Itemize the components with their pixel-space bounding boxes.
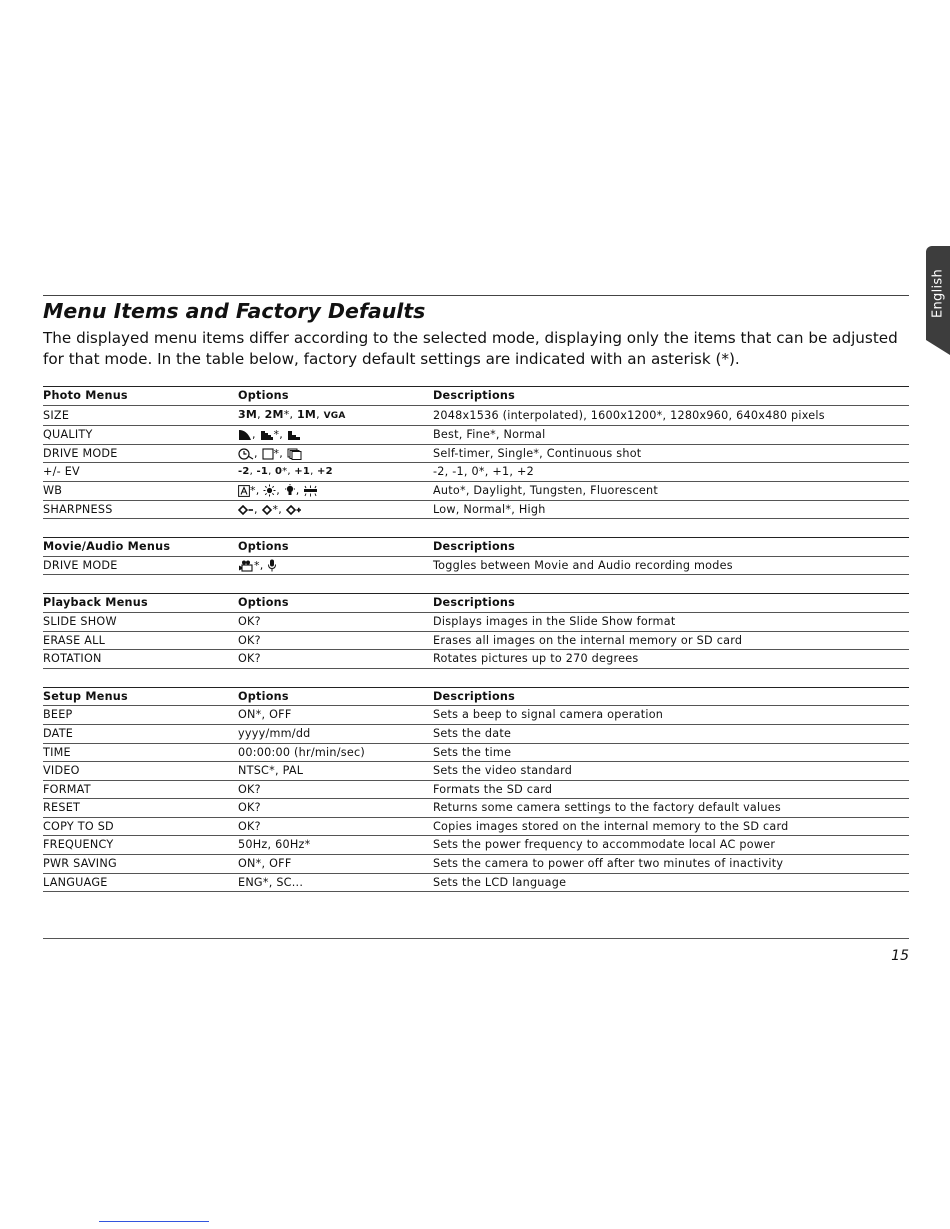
quality-best-icon: [238, 429, 252, 441]
menu-description: Sets the video standard: [433, 762, 909, 781]
sharpness-low-icon: [238, 505, 254, 515]
table-row: [43, 873, 909, 892]
footer-rule: [43, 938, 909, 939]
wb-tungsten-icon: [284, 484, 296, 497]
single-shot-icon: [262, 448, 274, 460]
sharpness-normal-icon: [262, 505, 273, 515]
table-row: [43, 836, 909, 855]
size-option: 2M: [264, 407, 284, 421]
menu-item: QUALITY: [43, 426, 238, 445]
self-timer-icon: [238, 447, 254, 460]
menu-option: OK?: [238, 799, 433, 818]
language-side-tab: [926, 246, 950, 340]
size-option: 1M: [296, 407, 317, 421]
table-row: [43, 743, 909, 762]
menu-description: Self-timer, Single*, Continuous shot: [433, 444, 909, 463]
menu-item: TIME: [43, 743, 238, 762]
menu-item: FREQUENCY: [43, 836, 238, 855]
column-header: Options: [238, 387, 433, 406]
page-title: Menu Items and Factory Defaults: [43, 299, 426, 323]
drive-mode-options: , *,: [238, 444, 433, 463]
menu-item: DRIVE MODE: [43, 444, 238, 463]
movie-audio-menus-table: [43, 537, 909, 575]
page-number: 15: [891, 948, 909, 964]
column-header: Descriptions: [433, 538, 909, 557]
menu-description: Rotates pictures up to 270 degrees: [433, 650, 909, 669]
menu-description: Copies images stored on the internal memory to the SD card: [433, 817, 909, 836]
wb-auto-icon: [238, 485, 250, 497]
table-row: [43, 631, 909, 650]
column-header: Photo Menus: [43, 387, 238, 406]
quality-fine-icon: [260, 429, 274, 441]
menu-description: Low, Normal*, High: [433, 500, 909, 519]
menu-item: +/- EV: [43, 463, 238, 482]
menu-item: BEEP: [43, 706, 238, 725]
menu-description: Sets the camera to power off after two minutes of inactivity: [433, 855, 909, 874]
movie-mode-icon: [238, 560, 254, 572]
menu-description: Sets a beep to signal camera operation: [433, 706, 909, 725]
size-options: 3M, 2M*, 1M, VGA: [238, 405, 433, 426]
column-header: Descriptions: [433, 594, 909, 613]
column-header: Movie/Audio Menus: [43, 538, 238, 557]
ev-option: +2: [316, 466, 333, 478]
menu-item: COPY TO SD: [43, 817, 238, 836]
menu-option: yyyy/mm/dd: [238, 724, 433, 743]
table-header-row: [43, 538, 909, 557]
menu-description: Best, Fine*, Normal: [433, 426, 909, 445]
continuous-shot-icon: [287, 448, 302, 460]
ev-options: -2, -1, 0*, +1, +2: [238, 463, 433, 482]
table-row: [43, 799, 909, 818]
column-header: Descriptions: [433, 387, 909, 406]
column-header: Descriptions: [433, 687, 909, 706]
column-header: Setup Menus: [43, 687, 238, 706]
ev-option: 0: [274, 466, 283, 478]
column-header: Options: [238, 594, 433, 613]
decorative-blue-line: [99, 1221, 209, 1222]
menu-item: WB: [43, 481, 238, 500]
column-header: Options: [238, 687, 433, 706]
table-row: [43, 612, 909, 631]
menu-option: OK?: [238, 780, 433, 799]
menu-tables: [43, 386, 909, 892]
menu-item: RESET: [43, 799, 238, 818]
menu-description: Displays images in the Slide Show format: [433, 612, 909, 631]
menu-description: Returns some camera settings to the factory default values: [433, 799, 909, 818]
sharpness-high-icon: [286, 505, 302, 515]
menu-option: OK?: [238, 612, 433, 631]
table-row: [43, 405, 909, 426]
menu-option: OK?: [238, 650, 433, 669]
menu-item: DATE: [43, 724, 238, 743]
menu-item: VIDEO: [43, 762, 238, 781]
table-row: [43, 650, 909, 669]
menu-description: Sets the power frequency to accommodate local AC power: [433, 836, 909, 855]
table-header-row: [43, 387, 909, 406]
title-rule: [43, 295, 909, 296]
menu-item: FORMAT: [43, 780, 238, 799]
ev-option: -1: [256, 466, 269, 478]
menu-option: ON*, OFF: [238, 706, 433, 725]
wb-fluorescent-icon: [303, 485, 318, 497]
table-header-row: [43, 594, 909, 613]
ev-option: -2: [238, 466, 250, 478]
audio-mode-icon: [267, 559, 277, 572]
menu-item: ERASE ALL: [43, 631, 238, 650]
table-row: [43, 444, 909, 463]
table-row: [43, 780, 909, 799]
size-option: VGA: [323, 410, 346, 421]
quality-normal-icon: [287, 429, 301, 441]
menu-description: Formats the SD card: [433, 780, 909, 799]
wb-options: *, , ,: [238, 481, 433, 500]
menu-description: Sets the time: [433, 743, 909, 762]
menu-item: DRIVE MODE: [43, 556, 238, 575]
table-row: [43, 500, 909, 519]
menu-option: OK?: [238, 817, 433, 836]
menu-description: Erases all images on the internal memory or SD card: [433, 631, 909, 650]
menu-item: ROTATION: [43, 650, 238, 669]
table-row: [43, 556, 909, 575]
menu-description: Toggles between Movie and Audio recording modes: [433, 556, 909, 575]
menu-option: NTSC*, PAL: [238, 762, 433, 781]
table-row: [43, 762, 909, 781]
menu-option: OK?: [238, 631, 433, 650]
column-header: Options: [238, 538, 433, 557]
menu-description: Auto*, Daylight, Tungsten, Fluorescent: [433, 481, 909, 500]
menu-description: Sets the date: [433, 724, 909, 743]
column-header: Playback Menus: [43, 594, 238, 613]
photo-menus-table: [43, 386, 909, 519]
movie-audio-options: *,: [238, 556, 433, 575]
menu-description: -2, -1, 0*, +1, +2: [433, 463, 909, 482]
wb-daylight-icon: [263, 484, 276, 497]
table-header-row: [43, 687, 909, 706]
intro-paragraph: The displayed menu items differ according to the selected mode, displaying only the items that can be adjusted for that mode. In the table below, factory default settings are indicated with an asterisk (*).: [43, 329, 898, 368]
table-row: [43, 817, 909, 836]
menu-item: PWR SAVING: [43, 855, 238, 874]
table-row: [43, 724, 909, 743]
table-row: [43, 463, 909, 482]
menu-item: LANGUAGE: [43, 873, 238, 892]
playback-menus-table: [43, 593, 909, 668]
menu-description: Sets the LCD language: [433, 873, 909, 892]
menu-option: ON*, OFF: [238, 855, 433, 874]
menu-option: 00:00:00 (hr/min/sec): [238, 743, 433, 762]
menu-option: 50Hz, 60Hz*: [238, 836, 433, 855]
table-row: [43, 481, 909, 500]
table-row: [43, 706, 909, 725]
setup-menus-table: [43, 687, 909, 893]
menu-item: SHARPNESS: [43, 500, 238, 519]
ev-option: +1: [294, 466, 311, 478]
menu-option: ENG*, SC...: [238, 873, 433, 892]
side-tab-label: English: [930, 268, 946, 318]
menu-item: SIZE: [43, 405, 238, 426]
menu-item: SLIDE SHOW: [43, 612, 238, 631]
table-row: [43, 426, 909, 445]
table-row: [43, 855, 909, 874]
sharpness-options: , *,: [238, 500, 433, 519]
size-option: 3M: [238, 407, 258, 421]
menu-description: 2048x1536 (interpolated), 1600x1200*, 1280x960, 640x480 pixels: [433, 405, 909, 426]
quality-options: , *,: [238, 426, 433, 445]
